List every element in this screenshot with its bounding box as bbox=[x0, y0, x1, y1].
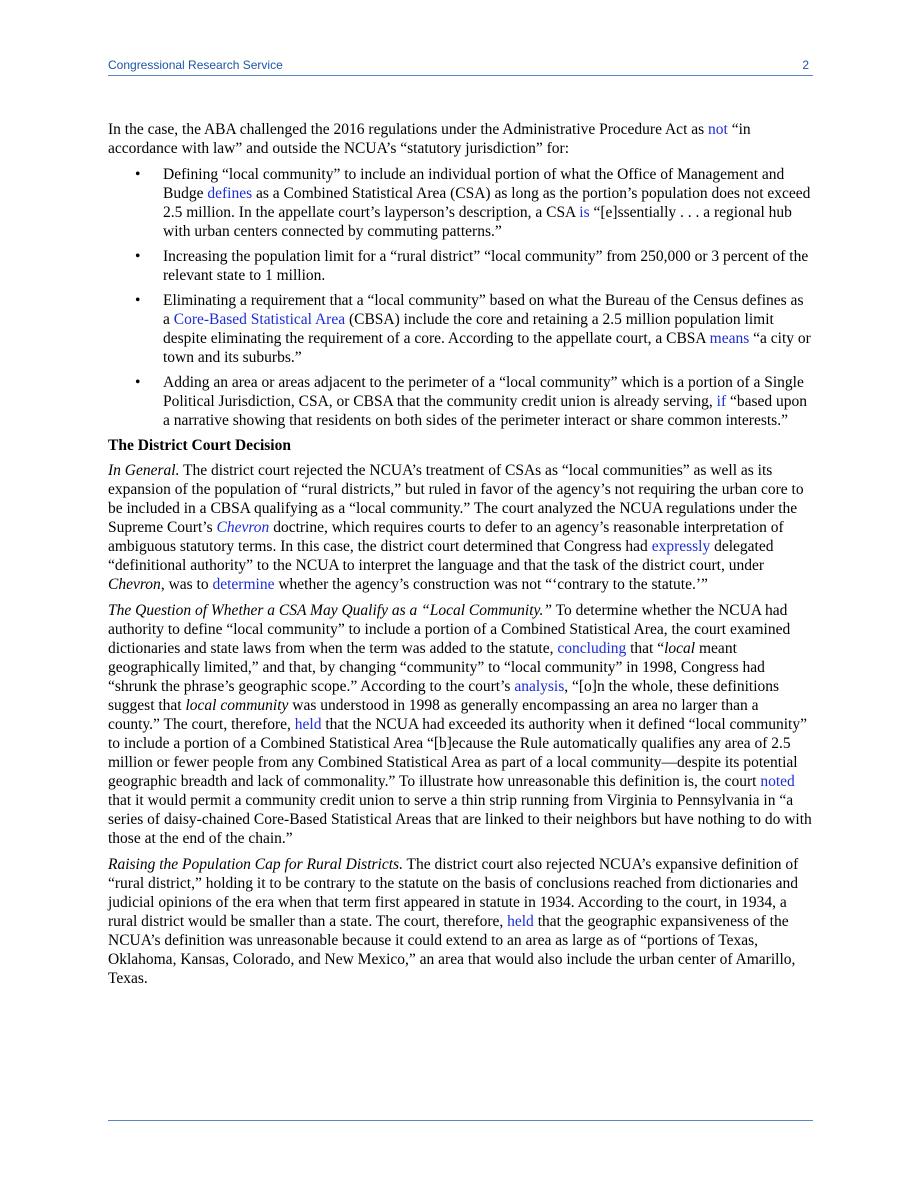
link-noted[interactable]: noted bbox=[760, 773, 795, 790]
header-rule bbox=[108, 75, 813, 76]
link-means[interactable]: means bbox=[709, 330, 750, 347]
link-determine[interactable]: determine bbox=[212, 576, 275, 593]
bullet-icon: • bbox=[135, 166, 141, 183]
link-chevron[interactable]: Chevron bbox=[216, 519, 270, 536]
list-item: • Increasing the population limit for a “rural district” “local community” from 250,000 or 3 percent of the relevant state to 1 million. bbox=[135, 248, 809, 284]
header-source: Congressional Research Service bbox=[108, 58, 283, 72]
list-item: • Defining “local community” to include an individual portion of what the Office of Management and Budge defines as a Combined Statistical Area (CSA) as long as the portion’s population does not exceed 2.5 million. In the appellate court’s layperson’s description, a CSA is “[e]ssentially . . . a regional hub with urban centers connected by commuting patterns.” bbox=[135, 166, 811, 240]
link-expressly[interactable]: expressly bbox=[651, 538, 711, 555]
link-defines[interactable]: defines bbox=[207, 185, 253, 202]
link-concluding[interactable]: concluding bbox=[557, 640, 627, 657]
section-heading: The District Court Decision bbox=[108, 437, 291, 454]
link-is[interactable]: is bbox=[579, 204, 590, 221]
list-item: • Eliminating a requirement that a “local community” based on what the Bureau of the Census defines as a Core-Based Statistical Area (CBSA) include the core and retaining a 2.5 million population limit despite eliminating the requirement of a core. According to the appellate court, a CBSA means “a city or town and its suburbs.” bbox=[135, 292, 811, 366]
list-item: • Adding an area or areas adjacent to the perimeter of a “local community” which is a portion of a Single Political Jurisdiction, CSA, or CBSA that the community credit union is already serving, if “based upon a narrative showing that residents on both sides of the perimeter interact or share common interests.” bbox=[135, 374, 808, 429]
bullet-icon: • bbox=[135, 292, 141, 309]
link-held[interactable]: held bbox=[294, 716, 322, 733]
rural-paragraph: Raising the Population Cap for Rural Districts. The district court also rejected NCUA’s expansive definition of “rural district,” holding it to be contrary to the statute on the basis of conclusions reached from dictionaries and judicial opinions of the era when that term first appeared in statute in 1934. According to the court, in 1934, a rural district would be smaller than a state. The court, therefore, held that the geographic expansiveness of the NCUA’s definition was unreasonable because it could extend to an area as large as of “portions of Texas, Oklahoma, Kansas, Colorado, and New Mexico,” an area that would also include the urban center of Amarillo, Texas. bbox=[108, 856, 799, 987]
csa-paragraph: The Question of Whether a CSA May Qualify as a “Local Community.” To determine whether the NCUA had authority to define “local community” to include a portion of a Combined Statistical Area, the court examined dictionaries and state laws from when the term was added to the statute, concluding that “local meant geographically limited,” and that, by changing “community” to “local community” in 1998, Congress had “shrunk the phrase’s geographic scope.” According to the court’s analysis, “[o]n the whole, these definitions suggest that local community was understood in 1998 as generally encompassing an area no larger than a county.” The court, therefore, held that the NCUA had exceeded its authority when it defined “local community” to include a portion of a Combined Statistical Area “[b]ecause the Rule automatically qualifies any area of 2.5 million or fewer people from any Combined Statistical Area as part of a local community—despite its potential geographic breadth and lack of commonality.” To illustrate how unreasonable this definition is, the court noted that it would permit a community credit union to serve a thin strip running from Virginia to Pennsylvania in “a series of daisy-chained Core-Based Statistical Areas that are linked to their neighbors but have nothing to do with those at the end of the chain.” bbox=[108, 602, 812, 847]
bullet-icon: • bbox=[135, 374, 141, 391]
page-body bbox=[108, 120, 813, 995]
link-held-rural[interactable]: held bbox=[507, 913, 534, 930]
page-header bbox=[108, 58, 813, 74]
link-not[interactable]: not bbox=[708, 121, 728, 138]
link-cbsa[interactable]: Core-Based Statistical Area bbox=[173, 311, 346, 328]
page-number: 2 bbox=[802, 58, 809, 72]
challenge-list bbox=[108, 165, 813, 430]
link-analysis[interactable]: analysis bbox=[514, 678, 565, 695]
intro-paragraph: In the case, the ABA challenged the 2016 regulations under the Administrative Procedure Act as not “in accordance with law” and outside the NCUA’s “statutory jurisdiction” for: bbox=[108, 121, 751, 157]
bullet-icon: • bbox=[135, 248, 141, 265]
footer-rule bbox=[108, 1120, 813, 1121]
link-if[interactable]: if bbox=[716, 393, 727, 410]
general-paragraph: In General. The district court rejected the NCUA’s treatment of CSAs as “local communities” as well as its expansion of the population of “rural districts,” but ruled in favor of the agency’s not requiring the urban core to be included in a CBSA qualifying as a “local community.” The court analyzed the NCUA regulations under the Supreme Court’s Chevron doctrine, which requires courts to defer to an agency’s reasonable interpretation of ambiguous statutory terms. In this case, the district court determined that Congress had expressly delegated “definitional authority” to the NCUA to interpret the language and that the task of the district court, under Chevron, was to determine whether the agency’s construction was not “‘contrary to the statute.’” bbox=[108, 462, 804, 593]
